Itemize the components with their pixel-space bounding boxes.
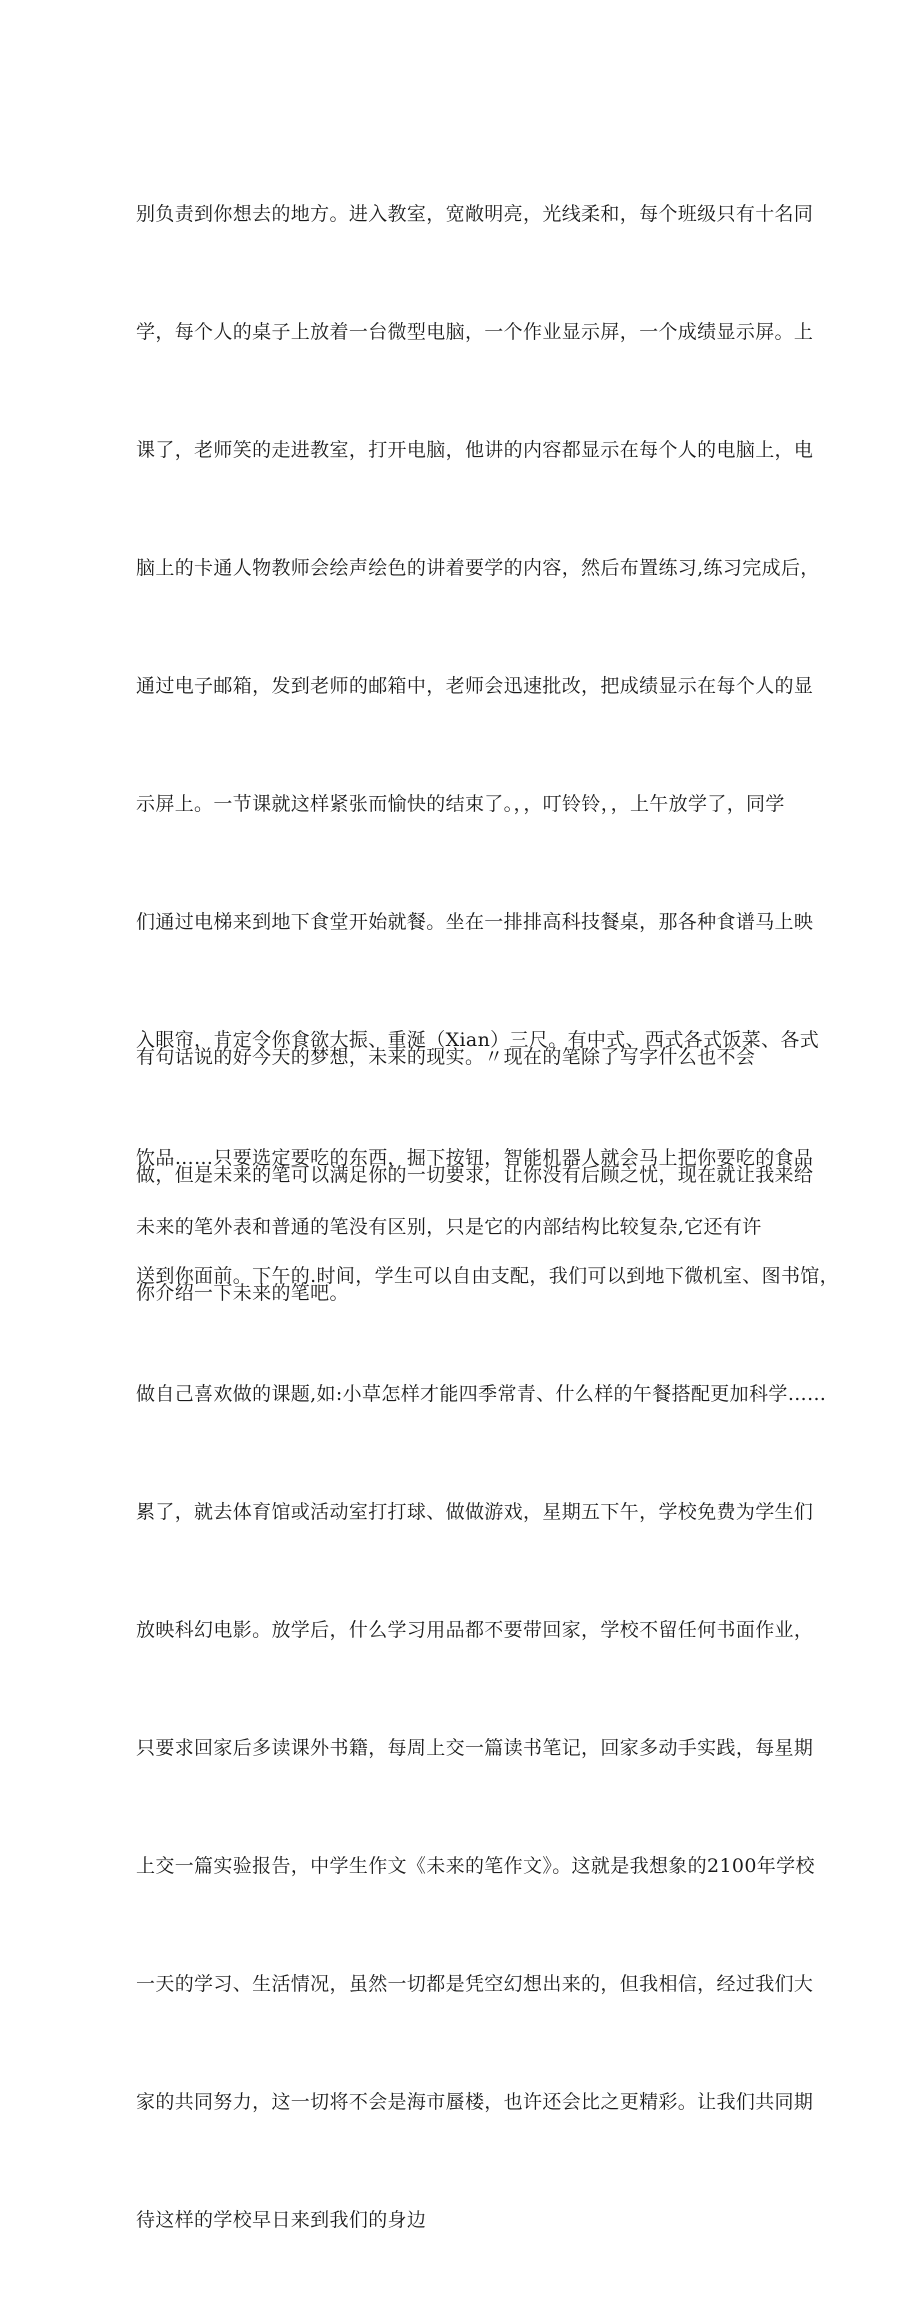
text-line: 送到你面前。下午的.时间，学生可以自由支配，我们可以到地下微机室、图书馆， [136,1264,839,1287]
text-line: 待这样的学校早日来到我们的身边 [136,2209,427,2232]
text-line: 家的共同努力，这一切将不会是海市蜃楼，也许还会比之更精彩。让我们共同期 [136,2091,814,2114]
text-line: 示屏上。一节课就这样紧张而愉快的结束了。，，叮铃铃，，上午放学了，同学 [136,792,785,815]
text-line: 们通过电梯来到地下食堂开始就餐。坐在一排排高科技餐桌，那各种食谱马上映 [136,910,814,933]
text-line: 做自己喜欢做的课题,如:小草怎样才能四季常青、什么样的午餐搭配更加科学…… [136,1383,827,1405]
text-line: 饮品……只要选定要吃的东西，掘下按钮，智能机器人就会马上把你要吃的食品 [136,1146,814,1169]
text-line: 脑上的卡通人物教师会绘声绘色的讲着要学的内容，然后布置练习,练习完成后， [136,556,820,579]
text-line: 一天的学习、生活情况，虽然一切都是凭空幻想出来的，但我相信，经过我们大 [136,1973,814,1996]
text-line: 上交一篇实验报告，中学生作文《未来的笔作文》。这就是我想象的2100年学校 [136,1855,815,1878]
text-line: 别负责到你想去的地方。进入教室，宽敞明亮，光线柔和，每个班级只有十名同 [136,202,814,225]
text-line: 入眼帘，肯定令你食欲大振、重涎（Xian）三尺。有中式、西式各式饭菜、各式 [136,1028,820,1051]
text-line: 通过电子邮箱，发到老师的邮箱中，老师会迅速批改，把成绩显示在每个人的显 [136,674,814,697]
text-line: 累了，就去体育馆或活动室打打球、做做游戏，星期五下午，学校免费为学生们 [136,1501,814,1524]
paragraph-3 [136,1129,839,1326]
text-line: 只要求回家后多读课外书籍，每周上交一篇读书笔记，回家多动手实践，每星期 [136,1737,814,1760]
text-line: 做，但是未来的笔可以满足你的一切要求，让你没有后顾之忧，现在就让我来给 [136,1163,814,1186]
text-line: 有句话说的好今天的梦想，未来的现实。〃现在的笔除了写字什么也不会 [136,1045,756,1068]
text-line: 学，每个人的桌子上放着一台微型电脑，一个作业显示屏，一个成绩显示屏。上 [136,320,814,343]
text-line: 课了，老师笑的走进教室，打开电脑，他讲的内容都显示在每个人的电脑上，电 [136,438,814,461]
text-line: 未来的笔外表和普通的笔没有区别，只是它的内部结构比较复杂,它还有许 [136,1215,762,1238]
text-line: 你介绍一下未来的笔吧。 [136,1281,349,1304]
text-line: 放映科幻电影。放学后，什么学习用品都不要带回家，学校不留任何书面作业， [136,1619,814,1642]
